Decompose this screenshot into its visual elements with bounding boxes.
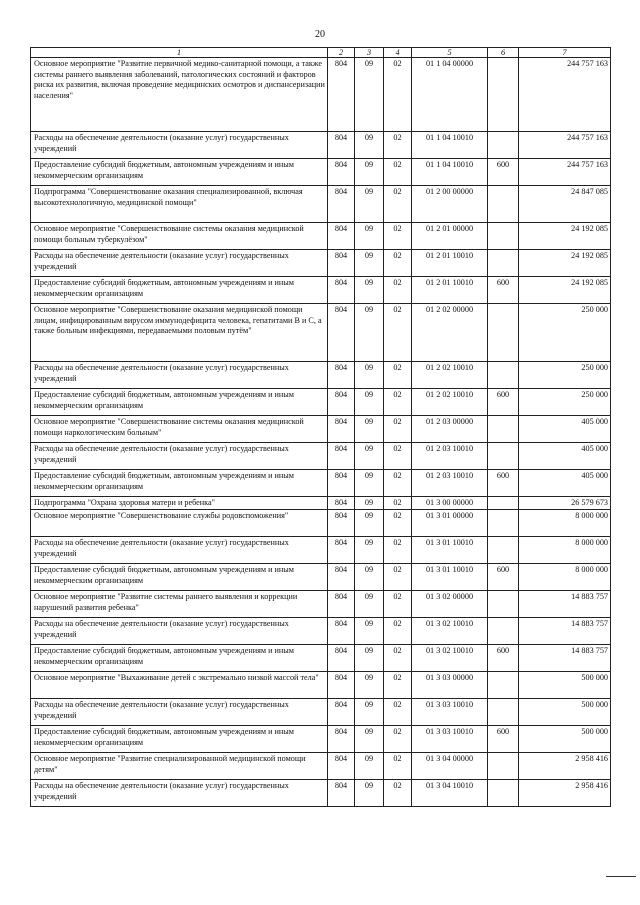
page-number: 20 xyxy=(315,29,325,40)
row-expense-type xyxy=(488,618,519,645)
footer-rule xyxy=(606,876,636,877)
row-subsection-code: 02 xyxy=(384,416,412,443)
row-section-code: 09 xyxy=(355,672,384,699)
row-description: Предоставление субсидий бюджетным, автономным учреждениям и иным некоммерческим организациям xyxy=(31,470,328,497)
row-description: Расходы на обеспечение деятельности (оказание услуг) государственных учреждений xyxy=(31,537,328,564)
row-target-code: 01 1 04 10010 xyxy=(412,159,488,186)
row-amount: 24 847 085 xyxy=(519,186,611,223)
header-cell: 2 xyxy=(328,48,355,58)
row-target-code: 01 2 01 10010 xyxy=(412,277,488,304)
table-row xyxy=(31,389,611,416)
row-section-code: 09 xyxy=(355,726,384,753)
row-amount: 2 958 416 xyxy=(519,780,611,807)
table-row xyxy=(31,497,611,510)
table-row xyxy=(31,250,611,277)
table-row xyxy=(31,443,611,470)
row-section-code: 09 xyxy=(355,223,384,250)
row-amount: 500 000 xyxy=(519,672,611,699)
row-subsection-code: 02 xyxy=(384,186,412,223)
row-ministry-code: 804 xyxy=(328,497,355,510)
row-description: Расходы на обеспечение деятельности (оказание услуг) государственных учреждений xyxy=(31,780,328,807)
row-ministry-code: 804 xyxy=(328,186,355,223)
row-section-code: 09 xyxy=(355,159,384,186)
row-expense-type xyxy=(488,443,519,470)
row-description: Расходы на обеспечение деятельности (оказание услуг) государственных учреждений xyxy=(31,618,328,645)
row-subsection-code: 02 xyxy=(384,277,412,304)
row-description: Предоставление субсидий бюджетным, автономным учреждениям и иным некоммерческим организациям xyxy=(31,277,328,304)
row-expense-type: 600 xyxy=(488,389,519,416)
row-ministry-code: 804 xyxy=(328,223,355,250)
row-amount: 24 192 085 xyxy=(519,250,611,277)
row-section-code: 09 xyxy=(355,510,384,537)
row-section-code: 09 xyxy=(355,645,384,672)
row-description: Расходы на обеспечение деятельности (оказание услуг) государственных учреждений xyxy=(31,699,328,726)
row-ministry-code: 804 xyxy=(328,645,355,672)
row-expense-type xyxy=(488,672,519,699)
header-cell: 3 xyxy=(355,48,384,58)
row-ministry-code: 804 xyxy=(328,58,355,132)
row-description: Расходы на обеспечение деятельности (оказание услуг) государственных учреждений xyxy=(31,443,328,470)
row-ministry-code: 804 xyxy=(328,699,355,726)
row-ministry-code: 804 xyxy=(328,537,355,564)
table-row xyxy=(31,699,611,726)
row-amount: 24 192 085 xyxy=(519,223,611,250)
header-cell: 4 xyxy=(384,48,412,58)
row-subsection-code: 02 xyxy=(384,618,412,645)
row-amount: 500 000 xyxy=(519,726,611,753)
row-expense-type xyxy=(488,186,519,223)
row-subsection-code: 02 xyxy=(384,672,412,699)
row-amount: 250 000 xyxy=(519,389,611,416)
row-section-code: 09 xyxy=(355,780,384,807)
row-ministry-code: 804 xyxy=(328,672,355,699)
row-target-code: 01 3 04 00000 xyxy=(412,753,488,780)
row-expense-type xyxy=(488,304,519,362)
row-description: Основное мероприятие "Совершенствование системы оказания медицинской помощи больным туберкулёзом" xyxy=(31,223,328,250)
header-cell: 1 xyxy=(31,48,328,58)
row-section-code: 09 xyxy=(355,699,384,726)
row-ministry-code: 804 xyxy=(328,416,355,443)
row-ministry-code: 804 xyxy=(328,618,355,645)
row-expense-type: 600 xyxy=(488,277,519,304)
row-ministry-code: 804 xyxy=(328,726,355,753)
table-row xyxy=(31,564,611,591)
row-ministry-code: 804 xyxy=(328,510,355,537)
row-expense-type xyxy=(488,699,519,726)
table-row xyxy=(31,470,611,497)
row-amount: 244 757 163 xyxy=(519,132,611,159)
row-target-code: 01 3 02 00000 xyxy=(412,591,488,618)
row-ministry-code: 804 xyxy=(328,304,355,362)
row-description: Основное мероприятие "Развитие системы раннего выявления и коррекции нарушений развития ребенка" xyxy=(31,591,328,618)
header-cell: 7 xyxy=(519,48,611,58)
row-subsection-code: 02 xyxy=(384,132,412,159)
row-description: Расходы на обеспечение деятельности (оказание услуг) государственных учреждений xyxy=(31,362,328,389)
row-expense-type xyxy=(488,497,519,510)
row-description: Предоставление субсидий бюджетным, автономным учреждениям и иным некоммерческим организациям xyxy=(31,389,328,416)
row-target-code: 01 2 02 10010 xyxy=(412,362,488,389)
row-amount: 250 000 xyxy=(519,362,611,389)
row-target-code: 01 2 01 10010 xyxy=(412,250,488,277)
row-section-code: 09 xyxy=(355,362,384,389)
header-cell: 6 xyxy=(488,48,519,58)
row-expense-type: 600 xyxy=(488,645,519,672)
row-expense-type: 600 xyxy=(488,726,519,753)
row-target-code: 01 1 04 00000 xyxy=(412,58,488,132)
row-description: Подпрограмма "Совершенствование оказания специализированной, включая высокотехнологичную, медицинской помощи" xyxy=(31,186,328,223)
row-ministry-code: 804 xyxy=(328,250,355,277)
table-row xyxy=(31,362,611,389)
row-amount: 26 579 673 xyxy=(519,497,611,510)
row-description: Предоставление субсидий бюджетным, автономным учреждениям и иным некоммерческим организациям xyxy=(31,159,328,186)
table-row xyxy=(31,753,611,780)
row-subsection-code: 02 xyxy=(384,645,412,672)
row-ministry-code: 804 xyxy=(328,753,355,780)
row-target-code: 01 3 01 10010 xyxy=(412,537,488,564)
table-row xyxy=(31,58,611,132)
table-row xyxy=(31,186,611,223)
row-expense-type xyxy=(488,250,519,277)
row-expense-type xyxy=(488,780,519,807)
table-row xyxy=(31,223,611,250)
row-target-code: 01 2 01 00000 xyxy=(412,223,488,250)
row-section-code: 09 xyxy=(355,564,384,591)
row-section-code: 09 xyxy=(355,389,384,416)
row-subsection-code: 02 xyxy=(384,497,412,510)
row-expense-type xyxy=(488,753,519,780)
row-description: Расходы на обеспечение деятельности (оказание услуг) государственных учреждений xyxy=(31,250,328,277)
row-amount: 244 757 163 xyxy=(519,159,611,186)
row-subsection-code: 02 xyxy=(384,591,412,618)
row-description: Основное мероприятие "Совершенствование системы оказания медицинской помощи наркологическим больным" xyxy=(31,416,328,443)
row-expense-type xyxy=(488,223,519,250)
row-section-code: 09 xyxy=(355,753,384,780)
row-subsection-code: 02 xyxy=(384,537,412,564)
row-target-code: 01 3 03 10010 xyxy=(412,699,488,726)
row-target-code: 01 3 04 10010 xyxy=(412,780,488,807)
table-row xyxy=(31,780,611,807)
row-description: Основное мероприятие "Развитие первичной медико-санитарной помощи, а также системы раннего выявления заболеваний, патологических состояний и факторов риска их развития, включая проведение медицинских осмотров и диспансеризации населения" xyxy=(31,58,328,132)
row-ministry-code: 804 xyxy=(328,132,355,159)
row-target-code: 01 2 03 10010 xyxy=(412,470,488,497)
row-description: Основное мероприятие "Совершенствование службы родовспоможения" xyxy=(31,510,328,537)
row-amount: 500 000 xyxy=(519,699,611,726)
row-amount: 8 000 000 xyxy=(519,537,611,564)
row-amount: 14 883 757 xyxy=(519,591,611,618)
row-ministry-code: 804 xyxy=(328,470,355,497)
row-amount: 405 000 xyxy=(519,470,611,497)
table-row xyxy=(31,618,611,645)
table-row xyxy=(31,672,611,699)
table-row xyxy=(31,537,611,564)
row-amount: 405 000 xyxy=(519,443,611,470)
table-row xyxy=(31,645,611,672)
row-ministry-code: 804 xyxy=(328,591,355,618)
row-expense-type xyxy=(488,591,519,618)
header-row xyxy=(31,48,611,58)
row-section-code: 09 xyxy=(355,186,384,223)
row-expense-type: 600 xyxy=(488,159,519,186)
row-amount: 8 000 000 xyxy=(519,564,611,591)
table-row xyxy=(31,159,611,186)
row-target-code: 01 3 02 10010 xyxy=(412,618,488,645)
row-expense-type xyxy=(488,58,519,132)
row-subsection-code: 02 xyxy=(384,58,412,132)
row-description: Предоставление субсидий бюджетным, автономным учреждениям и иным некоммерческим организациям xyxy=(31,645,328,672)
row-section-code: 09 xyxy=(355,132,384,159)
row-target-code: 01 3 02 10010 xyxy=(412,645,488,672)
row-section-code: 09 xyxy=(355,250,384,277)
row-subsection-code: 02 xyxy=(384,389,412,416)
row-subsection-code: 02 xyxy=(384,304,412,362)
row-expense-type xyxy=(488,416,519,443)
row-target-code: 01 3 01 10010 xyxy=(412,564,488,591)
row-subsection-code: 02 xyxy=(384,443,412,470)
row-amount: 14 883 757 xyxy=(519,618,611,645)
row-subsection-code: 02 xyxy=(384,780,412,807)
row-section-code: 09 xyxy=(355,470,384,497)
row-subsection-code: 02 xyxy=(384,250,412,277)
row-ministry-code: 804 xyxy=(328,389,355,416)
row-ministry-code: 804 xyxy=(328,362,355,389)
row-ministry-code: 804 xyxy=(328,277,355,304)
row-subsection-code: 02 xyxy=(384,726,412,753)
table-row xyxy=(31,416,611,443)
table-row xyxy=(31,591,611,618)
row-section-code: 09 xyxy=(355,304,384,362)
row-section-code: 09 xyxy=(355,497,384,510)
row-expense-type xyxy=(488,362,519,389)
row-section-code: 09 xyxy=(355,58,384,132)
row-amount: 244 757 163 xyxy=(519,58,611,132)
row-ministry-code: 804 xyxy=(328,159,355,186)
row-description: Предоставление субсидий бюджетным, автономным учреждениям и иным некоммерческим организациям xyxy=(31,564,328,591)
row-target-code: 01 1 04 10010 xyxy=(412,132,488,159)
row-description: Предоставление субсидий бюджетным, автономным учреждениям и иным некоммерческим организациям xyxy=(31,726,328,753)
row-target-code: 01 2 02 10010 xyxy=(412,389,488,416)
header-cell: 5 xyxy=(412,48,488,58)
table-row xyxy=(31,726,611,753)
row-expense-type xyxy=(488,537,519,564)
row-section-code: 09 xyxy=(355,591,384,618)
row-expense-type: 600 xyxy=(488,470,519,497)
row-section-code: 09 xyxy=(355,537,384,564)
row-target-code: 01 3 03 00000 xyxy=(412,672,488,699)
row-expense-type xyxy=(488,132,519,159)
table-row xyxy=(31,132,611,159)
row-target-code: 01 2 02 00000 xyxy=(412,304,488,362)
row-description: Подпрограмма "Охрана здоровья матери и ребенка" xyxy=(31,497,328,510)
table-row xyxy=(31,304,611,362)
row-target-code: 01 2 03 00000 xyxy=(412,416,488,443)
row-ministry-code: 804 xyxy=(328,564,355,591)
row-amount: 2 958 416 xyxy=(519,753,611,780)
row-subsection-code: 02 xyxy=(384,223,412,250)
row-ministry-code: 804 xyxy=(328,443,355,470)
row-description: Основное мероприятие "Совершенствование оказания медицинской помощи лицам, инфицированным вирусом иммунодефицита человека, гепатитами В и С, а также больным инфекциями, передаваемыми половым путём" xyxy=(31,304,328,362)
row-expense-type: 600 xyxy=(488,564,519,591)
table-row xyxy=(31,277,611,304)
row-target-code: 01 3 03 10010 xyxy=(412,726,488,753)
row-subsection-code: 02 xyxy=(384,470,412,497)
row-description: Основное мероприятие "Развитие специализированной медицинской помощи детям" xyxy=(31,753,328,780)
row-subsection-code: 02 xyxy=(384,753,412,780)
row-target-code: 01 3 00 00000 xyxy=(412,497,488,510)
row-target-code: 01 3 01 00000 xyxy=(412,510,488,537)
row-subsection-code: 02 xyxy=(384,159,412,186)
row-section-code: 09 xyxy=(355,618,384,645)
table-row xyxy=(31,510,611,537)
row-section-code: 09 xyxy=(355,443,384,470)
budget-table xyxy=(30,47,611,807)
row-amount: 250 000 xyxy=(519,304,611,362)
row-subsection-code: 02 xyxy=(384,510,412,537)
row-target-code: 01 2 03 10010 xyxy=(412,443,488,470)
row-subsection-code: 02 xyxy=(384,564,412,591)
row-amount: 14 883 757 xyxy=(519,645,611,672)
row-amount: 24 192 085 xyxy=(519,277,611,304)
row-target-code: 01 2 00 00000 xyxy=(412,186,488,223)
row-description: Основное мероприятие "Выхаживание детей с экстремально низкой массой тела" xyxy=(31,672,328,699)
row-section-code: 09 xyxy=(355,416,384,443)
row-description: Расходы на обеспечение деятельности (оказание услуг) государственных учреждений xyxy=(31,132,328,159)
row-amount: 405 000 xyxy=(519,416,611,443)
row-subsection-code: 02 xyxy=(384,699,412,726)
row-section-code: 09 xyxy=(355,277,384,304)
row-amount: 8 000 000 xyxy=(519,510,611,537)
row-ministry-code: 804 xyxy=(328,780,355,807)
row-expense-type xyxy=(488,510,519,537)
row-subsection-code: 02 xyxy=(384,362,412,389)
